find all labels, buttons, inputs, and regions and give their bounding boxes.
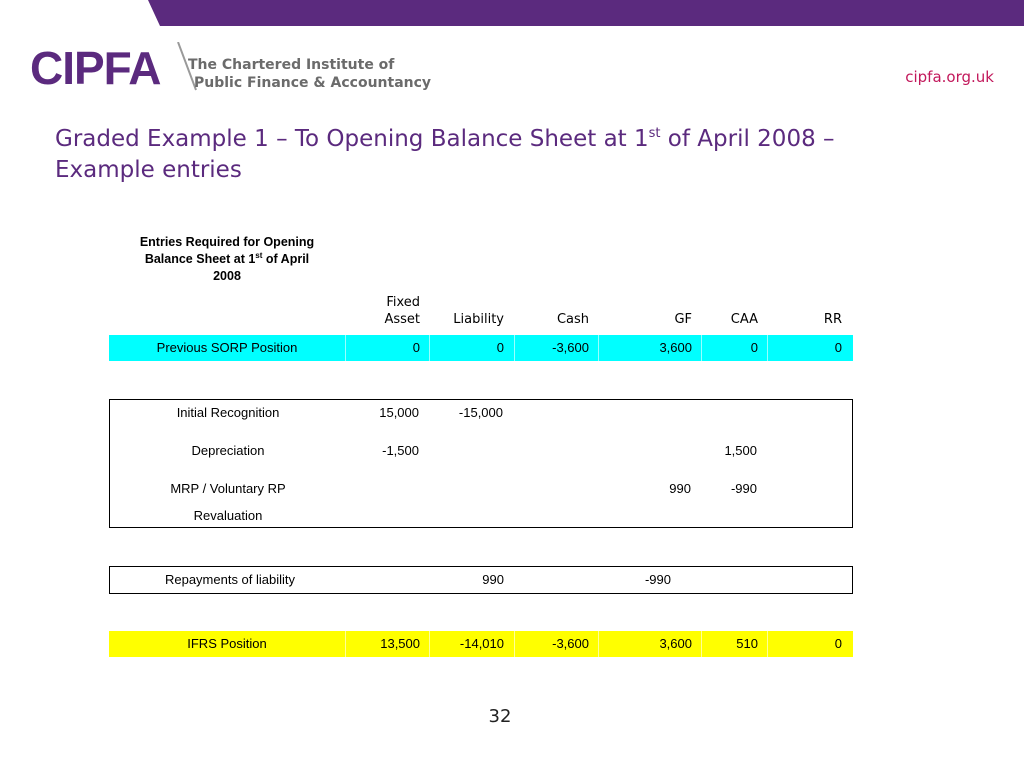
table-heading-line-2a: Balance Sheet at 1: [144, 252, 256, 266]
col-header-fixed-asset-1: Fixed: [386, 295, 420, 310]
cipfa-logo: [30, 42, 160, 94]
row-separator: [429, 631, 430, 657]
repayment-liability: 990: [482, 572, 504, 587]
row-separator: [598, 335, 599, 361]
row-separator: [701, 631, 702, 657]
top-purple-band: [0, 0, 1024, 28]
site-url-link[interactable]: cipfa.org.uk: [905, 68, 994, 86]
row-separator: [598, 631, 599, 657]
entry-fixed-asset: -1,500: [382, 443, 419, 458]
previous-sorp-row: [109, 335, 853, 361]
previous-fixed-asset: 0: [412, 340, 420, 355]
entry-label: MRP / Voluntary RP: [170, 481, 286, 496]
row-separator: [514, 335, 515, 361]
entry-label: Revaluation: [193, 508, 263, 523]
table-heading-line-2: [109, 251, 345, 268]
entries-box: [109, 399, 853, 528]
previous-liability: 0: [496, 340, 504, 355]
ifrs-liability: -14,010: [459, 636, 504, 651]
page-number: 32: [488, 706, 512, 727]
ifrs-rr: 0: [834, 636, 842, 651]
table-heading-line-1: Entries Required for Opening: [139, 235, 315, 249]
entry-liability: -15,000: [458, 405, 503, 420]
col-header-gf: GF: [674, 312, 692, 327]
entry-label: Depreciation: [191, 443, 265, 458]
repayment-label: Repayments of liability: [164, 572, 296, 587]
ifrs-position-row: [109, 631, 853, 657]
title-part-1: Graded Example 1 – To Opening Balance Sheet at 1: [55, 126, 649, 152]
row-separator: [345, 631, 346, 657]
table-heading-line-2b: of April: [262, 252, 310, 266]
repayment-box: [109, 566, 853, 594]
col-header-caa: CAA: [730, 312, 758, 327]
entry-caa: -990: [730, 481, 757, 496]
row-separator: [429, 335, 430, 361]
col-header-cash: Cash: [556, 312, 589, 327]
title-superscript: st: [648, 126, 661, 141]
entry-gf: 990: [669, 481, 691, 496]
row-separator: [767, 335, 768, 361]
entry-label: Initial Recognition: [176, 405, 280, 420]
row-separator: [701, 335, 702, 361]
ifrs-fixed-asset: 13,500: [380, 636, 420, 651]
col-header-liability: Liability: [453, 312, 504, 327]
previous-cash: -3,600: [552, 340, 589, 355]
ifrs-caa: 510: [736, 636, 758, 651]
row-separator: [767, 631, 768, 657]
ifrs-cash: -3,600: [552, 636, 589, 651]
repayment-cash: -990: [644, 572, 671, 587]
table-heading: [109, 234, 345, 285]
logo-wordmark: CIPFA: [30, 42, 161, 94]
previous-caa: 0: [750, 340, 758, 355]
title-part-2: of April 2008 – Example entries: [55, 126, 835, 183]
logo-tagline: [188, 56, 431, 92]
row-separator: [345, 335, 346, 361]
tagline-line-2: Public Finance & Accountancy: [194, 75, 432, 91]
col-header-rr: RR: [823, 312, 842, 327]
row-separator: [514, 631, 515, 657]
col-header-fixed-asset: [384, 294, 420, 328]
tagline-line-1: The Chartered Institute of: [188, 57, 395, 73]
previous-rr: 0: [834, 340, 842, 355]
table-heading-line-3: 2008: [213, 269, 241, 283]
slide-title: [55, 124, 915, 186]
entry-caa: 1,500: [724, 443, 757, 458]
col-header-fixed-asset-2: Asset: [384, 312, 420, 327]
previous-gf: 3,600: [659, 340, 692, 355]
table-heading-superscript: st: [255, 251, 263, 260]
ifrs-gf: 3,600: [659, 636, 692, 651]
entry-fixed-asset: 15,000: [379, 405, 419, 420]
ifrs-label: IFRS Position: [187, 636, 267, 651]
previous-label: Previous SORP Position: [156, 340, 298, 355]
